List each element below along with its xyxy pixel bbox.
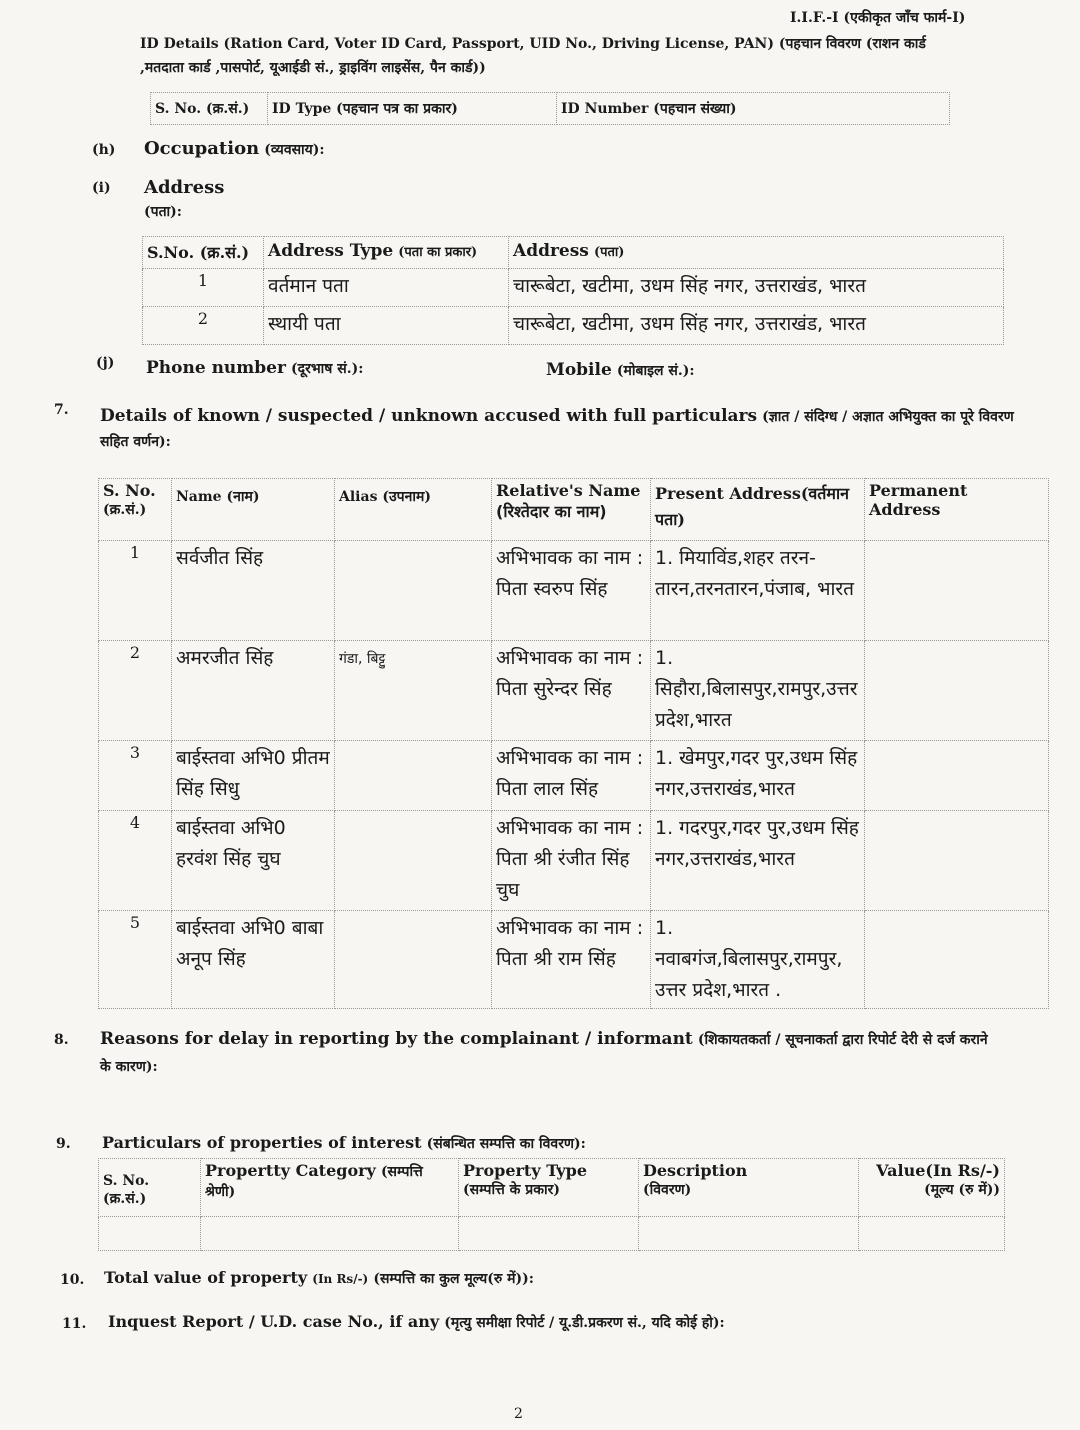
addr-row2-type: स्थायी पता [264,307,509,345]
section10-num: 10. [60,1272,85,1288]
acc-row1-permanent [865,541,1049,641]
acc-row3-permanent [865,741,1049,811]
table-row [99,541,1049,641]
acc-row5-relative: अभिभावक का नाम : पिता श्री राम सिंह [492,911,651,1009]
section8-num: 8. [54,1032,69,1048]
section9-heading: Particulars of properties of interest (संबन्धित सम्पत्ति का विवरण): [102,1133,586,1152]
addr-row2-address: चारूबेटा, खटीमा, उधम सिंह नगर, उत्तराखंड, भारत [509,307,1004,345]
occupation-label-hi: (व्यवसाय): [264,142,325,158]
addr-col-type: Address Type (पता का प्रकार) [264,237,509,269]
prop-col-desc: Description (विवरण) [639,1159,859,1217]
prop-col-type: Property Type (सम्पत्ति के प्रकार) [459,1159,639,1217]
prop-col-sno: S. No. (क्र.सं.) [99,1159,201,1217]
prop-col-value: Value(In Rs/-) (मूल्य (रु में)) [859,1159,1005,1217]
acc-row3-present: 1. खेमपुर,गदर पुर,उधम सिंह नगर,उत्तराखंड,भारत [651,741,865,811]
acc-row2-alias: गंडा, बिट्टु [335,641,492,741]
addr-row1-type: वर्तमान पता [264,269,509,307]
acc-row1-name: सर्वजीत सिंह [172,541,335,641]
acc-row4-sno: 4 [99,811,172,911]
accused-table [98,478,1049,1009]
prop-col-category: Propertty Category (सम्पत्ति श्रेणी) [201,1159,459,1217]
id-col-type: ID Type (पहचान पत्र का प्रकार) [268,93,557,125]
acc-row2-name: अमरजीत सिंह [172,641,335,741]
acc-row2-relative: अभिभावक का नाम : पिता सुरेन्दर सिंह [492,641,651,741]
section11-num: 11. [62,1316,87,1332]
addr-col-sno: S.No. (क्र.सं.) [143,237,264,269]
id-col-number: ID Number (पहचान संख्या) [557,93,950,125]
section7-num: 7. [54,402,69,418]
acc-col-alias: Alias (उपनाम) [335,479,492,541]
acc-row2-permanent [865,641,1049,741]
phone-marker: (j) [96,355,115,371]
acc-col-name: Name (नाम) [172,479,335,541]
address-table [142,236,1004,345]
page-number: 2 [514,1406,523,1422]
acc-row1-relative: अभिभावक का नाम : पिता स्वरुप सिंह [492,541,651,641]
section10-heading: Total value of property (In Rs/-) (सम्पत्ति का कुल मूल्य(रु में)): [104,1268,534,1287]
acc-row3-name: बाईस्तवा अभि0 प्रीतम सिंह सिधु [172,741,335,811]
table-row [99,811,1049,911]
table-row [99,741,1049,811]
occupation-field [144,138,325,159]
acc-row2-sno: 2 [99,641,172,741]
acc-row2-present: 1. सिहौरा,बिलासपुर,रामपुर,उत्तर प्रदेश,भारत [651,641,865,741]
acc-row4-name: बाईस्तवा अभि0 हरवंश सिंह चुघ [172,811,335,911]
table-row [99,911,1049,1009]
acc-row1-alias [335,541,492,641]
mobile-label: Mobile [546,360,612,380]
acc-row1-present: 1. मियाविंड,शहर तरन-तारन,तरनतारन,पंजाब, भारत [651,541,865,641]
mobile-field [546,360,695,380]
acc-row4-alias [335,811,492,911]
acc-row4-relative: अभिभावक का नाम : पिता श्री रंजीत सिंह चुघ [492,811,651,911]
section9-num: 9. [56,1136,71,1152]
acc-row4-permanent [865,811,1049,911]
occupation-marker: (h) [92,142,116,158]
id-details-table [150,92,950,125]
address-label-hi: (पता): [144,204,182,220]
acc-row5-name: बाईस्तवा अभि0 बाबा अनूप सिंह [172,911,335,1009]
acc-row5-permanent [865,911,1049,1009]
addr-row2-sno: 2 [143,307,264,345]
address-label: Address [144,177,225,198]
acc-row3-relative: अभिभावक का नाम : पिता लाल सिंह [492,741,651,811]
phone-label-hi: (दूरभाष सं.): [291,361,364,377]
section8-heading: Reasons for delay in reporting by the complainant / informant (शिकायतकर्ता / सूचनाकर्ता द्वारा रिपोर्ट देरी से दर्ज कराने के कारण): [100,1029,988,1075]
acc-row5-alias [335,911,492,1009]
acc-col-present: Present Address(वर्तमान पता) [651,479,865,541]
acc-row3-sno: 3 [99,741,172,811]
acc-row3-alias [335,741,492,811]
mobile-label-hi: (मोबाइल सं.): [616,363,695,379]
id-details-heading: ID Details (Ration Card, Voter ID Card, Passport, UID No., Driving License, PAN) (पहचान विवरण (राशन कार्ड ,मतदाता कार्ड ,पासपोर्ट, यूआईडी सं., ड्राइविंग लाइसेंस, पैन कार्ड)) [140,36,926,76]
property-table [98,1158,1005,1251]
table-row [143,269,1004,307]
acc-row5-present: 1. नवाबगंज,बिलासपुर,रामपुर, उत्तर प्रदेश,भारत . [651,911,865,1009]
occupation-label: Occupation [144,138,260,159]
acc-col-permanent: Permanent Address [865,479,1049,541]
phone-field [146,358,363,378]
address-marker: (i) [92,180,111,196]
section7-heading: Details of known / suspected / unknown accused with full particulars (ज्ञात / संदिग्ध / अज्ञात अभियुक्त का पूरे विवरण सहित वर्णन): [100,406,1014,450]
acc-col-sno: S. No. (क्र.सं.) [99,479,172,541]
phone-label: Phone number [146,358,286,378]
section11-heading: Inquest Report / U.D. case No., if any (मृत्यु समीक्षा रिपोर्ट / यू.डी.प्रकरण सं., यदि कोई हो): [108,1312,725,1331]
addr-row1-address: चारूबेटा, खटीमा, उधम सिंह नगर, उत्तराखंड, भारत [509,269,1004,307]
acc-row4-present: 1. गदरपुर,गदर पुर,उधम सिंह नगर,उत्तराखंड,भारत [651,811,865,911]
addr-row1-sno: 1 [143,269,264,307]
acc-row5-sno: 5 [99,911,172,1009]
table-row [99,1217,1005,1251]
acc-col-relative: Relative's Name (रिश्तेदार का नाम) [492,479,651,541]
acc-row1-sno: 1 [99,541,172,641]
table-row [143,307,1004,345]
addr-col-address: Address (पता) [509,237,1004,269]
id-col-sno: S. No. (क्र.सं.) [151,93,268,125]
table-row [99,641,1049,741]
form-code: I.I.F.-I (एकीकृत जाँच फार्म-I) [790,10,966,26]
